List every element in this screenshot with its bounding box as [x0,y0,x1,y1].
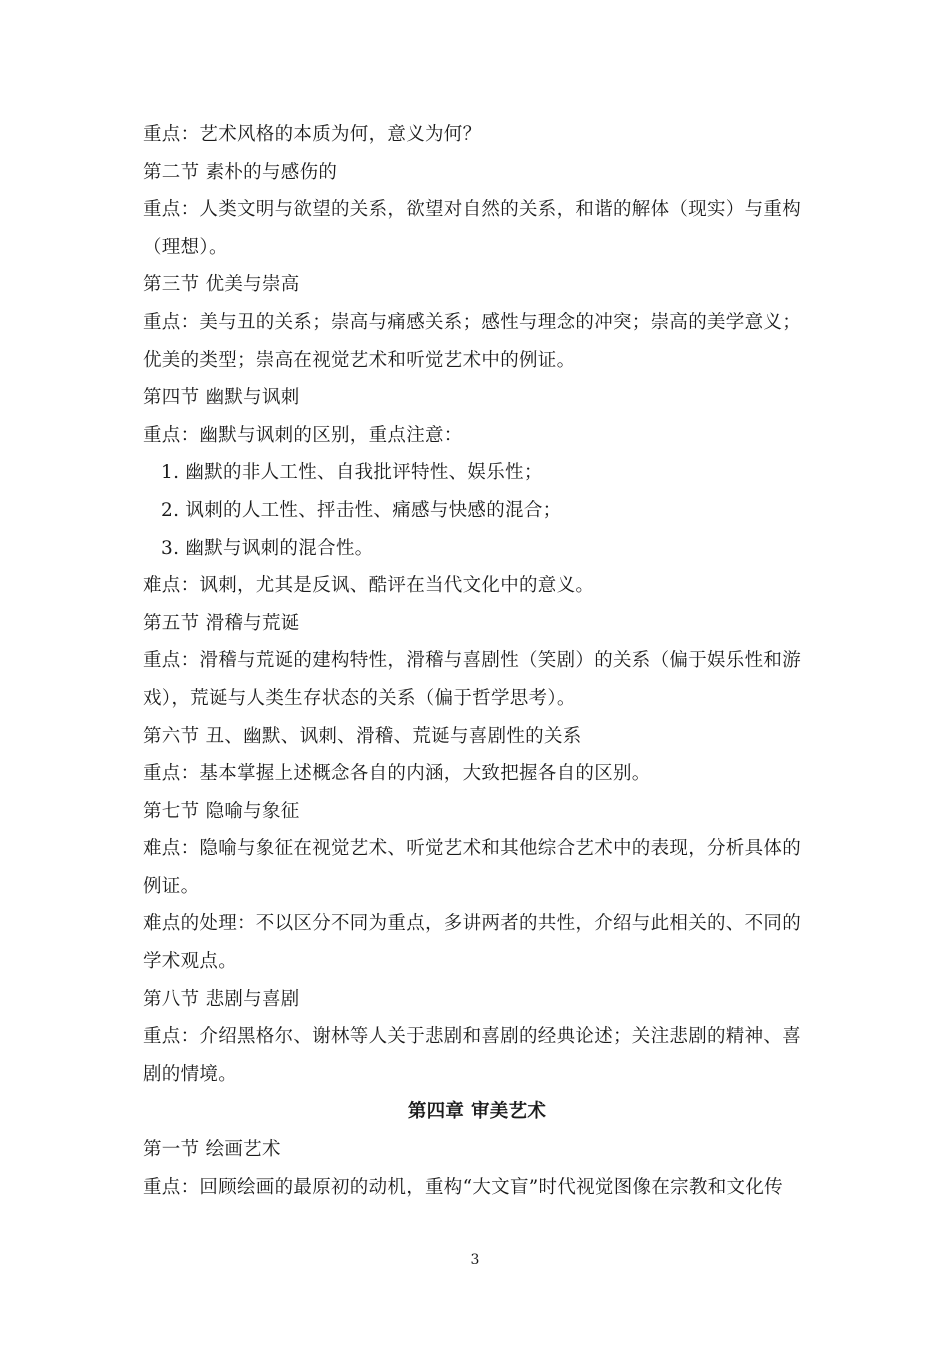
page-body [143,116,811,1206]
section-heading: 第五节 滑稽与荒诞 [143,612,300,634]
text-line: 剧的情境。 [143,1063,238,1085]
text-line: 重点：滑稽与荒诞的建构特性，滑稽与喜剧性（笑剧）的关系（偏于娱乐性和游 [143,650,802,672]
text-line: 重点：回顾绘画的最原初的动机，重构“大文盲”时代视觉图像在宗教和文化传 [143,1176,783,1198]
text-line: 重点：美与丑的关系；崇高与痛感关系；感性与理念的冲突；崇高的美学意义； [143,311,802,333]
text-line: 重点：基本掌握上述概念各自的内涵，大致把握各自的区别。 [143,763,651,785]
section-heading: 第一节 绘画艺术 [143,1139,281,1161]
chapter-heading: 第四章 审美艺术 [407,1101,547,1123]
section-heading: 第六节 丑、幽默、讽刺、滑稽、荒诞与喜剧性的关系 [143,725,582,747]
section-heading: 第二节 素朴的与感伤的 [143,161,338,183]
list-item: 2. 讽刺的人工性、抨击性、痛感与快感的混合； [161,499,562,521]
text-line: 重点：人类文明与欲望的关系，欲望对自然的关系，和谐的解体（现实）与重构 [143,199,802,221]
text-line: 例证。 [143,875,200,897]
text-line: 重点：艺术风格的本质为何，意义为何？ [143,124,482,145]
text-line: （理想）。 [143,236,228,258]
text-line: 难点：讽刺，尤其是反讽、酷评在当代文化中的意义。 [143,575,595,597]
text-line: 戏），荒诞与人类生存状态的关系（偏于哲学思考）。 [143,687,576,709]
section-heading: 第四节 幽默与讽刺 [143,387,300,409]
text-line: 重点：幽默与讽刺的区别，重点注意： [143,424,463,446]
text-line: 重点：介绍黑格尔、谢林等人关于悲剧和喜剧的经典论述；关注悲剧的精神、喜 [143,1026,802,1048]
text-line: 优美的类型；崇高在视觉艺术和听觉艺术中的例证。 [143,349,576,371]
list-item: 3. 幽默与讽刺的混合性。 [161,537,374,559]
list-item: 1. 幽默的非人工性、自我批评特性、娱乐性； [161,462,543,484]
text-line: 难点：隐喻与象征在视觉艺术、听觉艺术和其他综合艺术中的表现，分析具体的 [143,838,802,860]
text-line: 学术观点。 [143,951,238,973]
page-number: 3 [470,1252,480,1268]
section-heading: 第八节 悲剧与喜剧 [143,988,300,1010]
text-line: 难点的处理：不以区分不同为重点，多讲两者的共性，介绍与此相关的、不同的 [143,913,802,935]
section-heading: 第七节 隐喻与象征 [143,800,300,822]
section-heading: 第三节 优美与崇高 [143,274,300,296]
